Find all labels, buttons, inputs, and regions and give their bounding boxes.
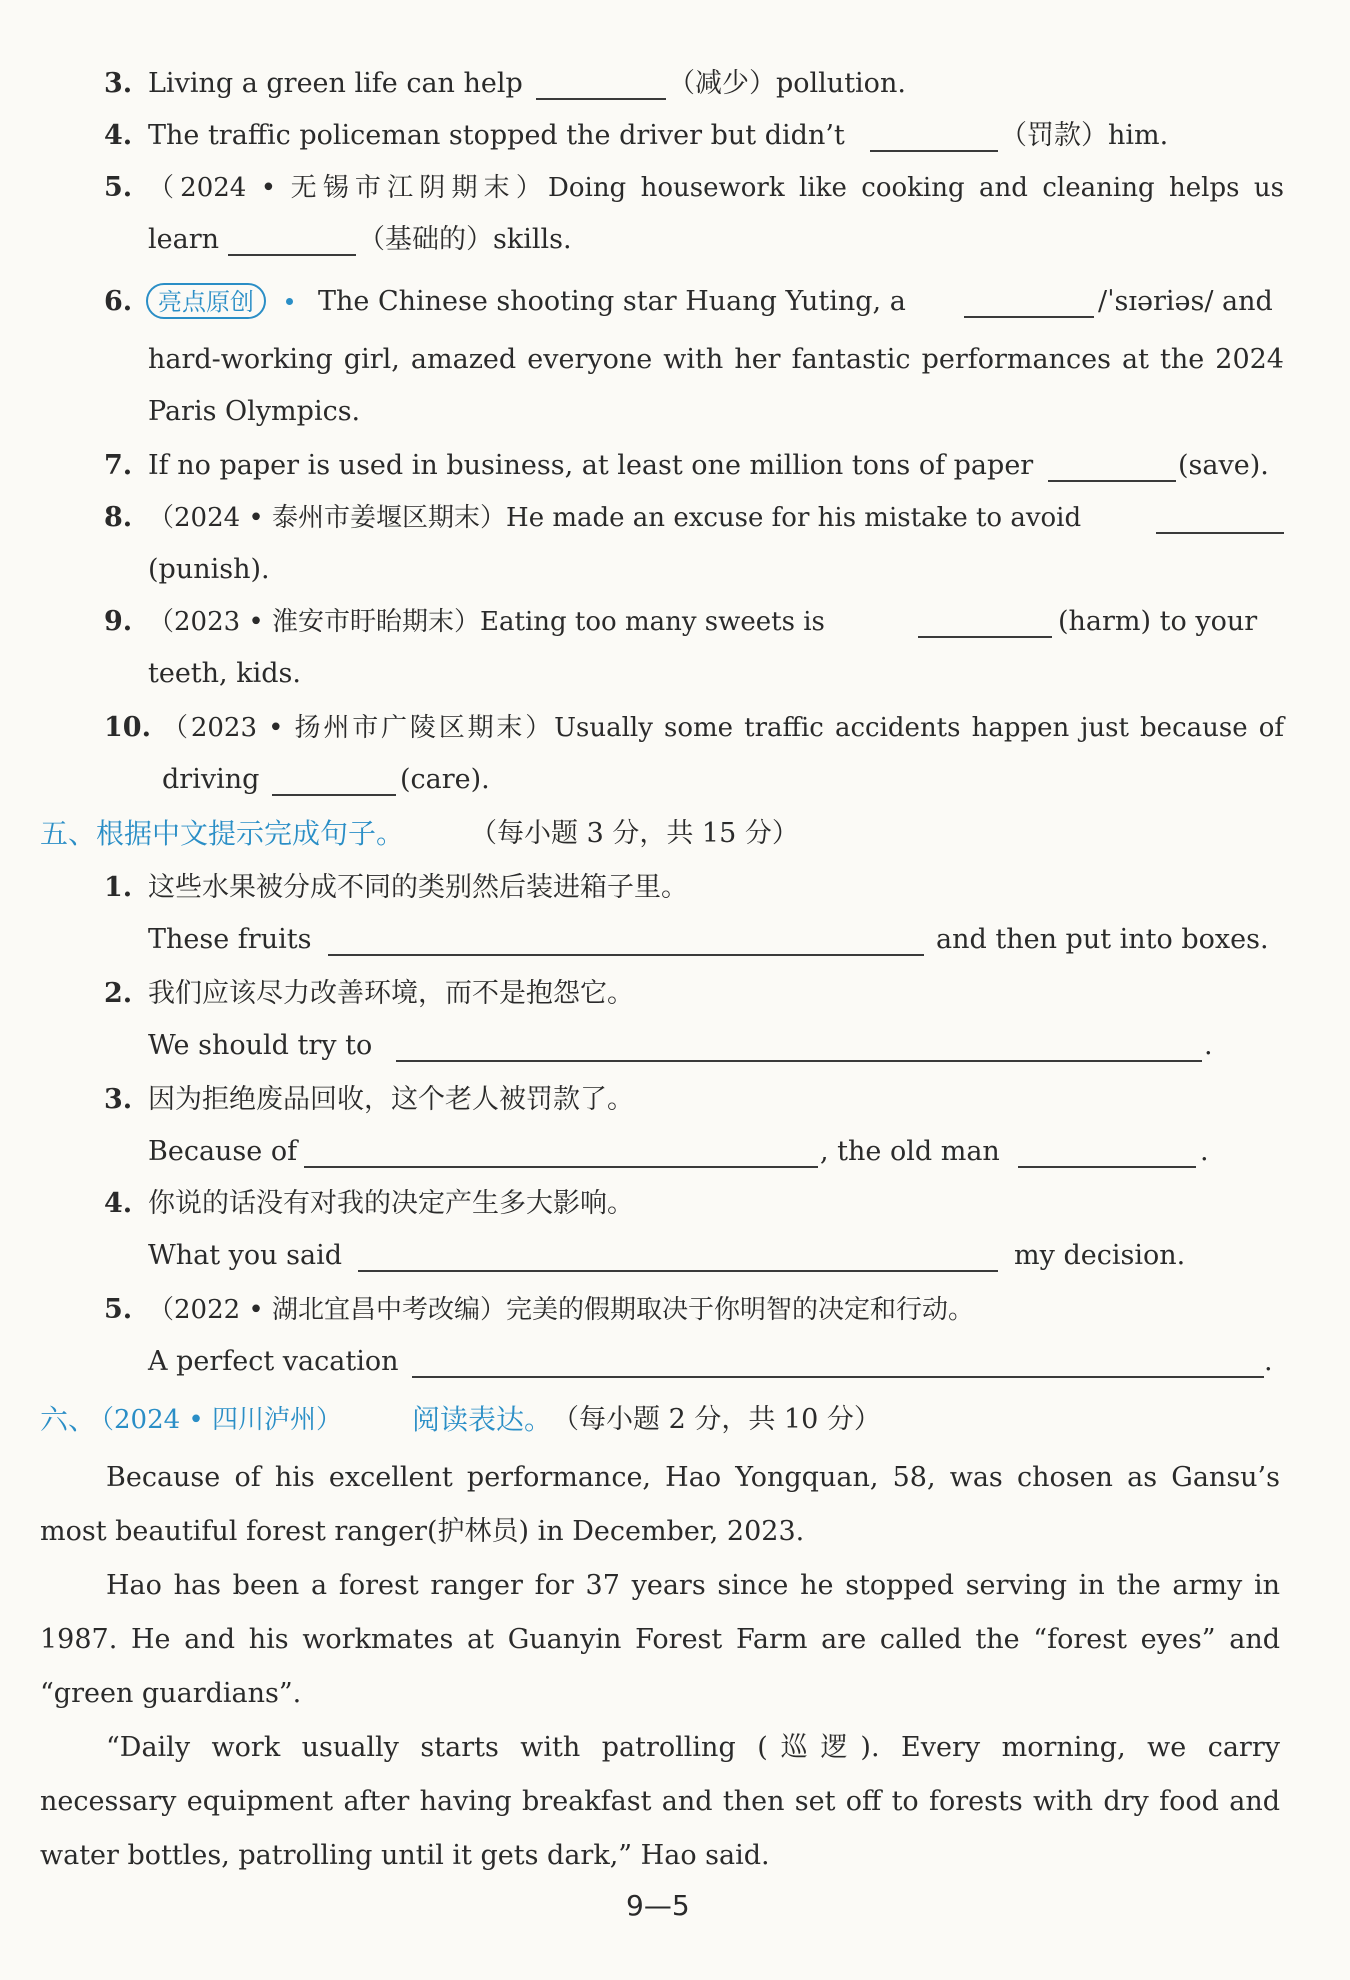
question-4-6: 6. 亮点原创 The Chinese shooting star Huang Yuting, a /ˈsɪəriəs/ and: [0, 280, 1350, 324]
answer-blank[interactable]: [272, 758, 396, 796]
answer-blank[interactable]: [536, 62, 666, 100]
answer-blank[interactable]: [328, 918, 924, 956]
passage-paragraph-1: Because of his excellent performance, Hao Yongquan, 58, was chosen as Gansu’s: [106, 1462, 1280, 1493]
answer-blank[interactable]: [396, 1024, 1202, 1062]
question-5-3: 3. 因为拒绝废品回收，这个老人被罚款了。: [104, 1084, 634, 1115]
answer-blank[interactable]: [918, 600, 1052, 638]
question-5-1: 1. 这些水果被分成不同的类别然后装进箱子里。: [104, 872, 688, 903]
answer-blank[interactable]: [870, 114, 998, 152]
question-4-8: 8. （2024 • 泰州市姜堰区期末）He made an excuse for his mistake to avoid: [0, 496, 1350, 540]
original-badge: 亮点原创: [146, 283, 266, 319]
section-score: （每小题 2 分，共 10 分）: [552, 1404, 881, 1435]
answer-blank[interactable]: [304, 1130, 818, 1168]
question-4-10: 10. （2023 • 扬州市广陵区期末）Usually some traffic accidents happen just because of: [104, 712, 1284, 743]
answer-blank[interactable]: [228, 218, 356, 256]
passage-paragraph-2: Hao has been a forest ranger for 37 years since he stopped serving in the army in: [106, 1570, 1280, 1601]
section-5-header: [0, 812, 1350, 856]
page-number: 9—5: [626, 1889, 690, 1922]
section-title: 阅读表达。: [412, 1403, 553, 1436]
question-4-5: 5. （2024 • 无锡市江阴期末）Doing housework like cooking and cleaning helps us: [104, 172, 1284, 203]
answer-blank[interactable]: [1156, 496, 1284, 534]
answer-blank[interactable]: [1048, 444, 1176, 482]
section-score: （每小题 3 分，共 15 分）: [470, 818, 799, 849]
question-4-7: 7. If no paper is used in business, at least one million tons of paper (save).: [0, 444, 1350, 488]
question-4-4: 4. The traffic policeman stopped the driver but didn’t （罚款）him.: [0, 114, 1350, 158]
question-5-4: 4. 你说的话没有对我的决定产生多大影响。: [104, 1188, 634, 1219]
answer-blank[interactable]: [358, 1234, 998, 1272]
question-5-5: 5. （2022 • 湖北宜昌中考改编）完美的假期取决于你明智的决定和行动。: [104, 1294, 975, 1325]
question-4-9: 9. （2023 • 淮安市盱眙期末）Eating too many sweets is (harm) to your: [0, 600, 1350, 644]
passage-paragraph-3: “Daily work usually starts with patrolling (巡逻). Every morning, we carry: [106, 1732, 1280, 1763]
answer-blank[interactable]: [1018, 1130, 1196, 1168]
page-footer: [0, 1884, 1350, 1928]
badge-dot-icon: [286, 298, 293, 305]
question-4-3: 3. Living a green life can help （减少）pollution.: [0, 62, 1350, 106]
section-title: 五、根据中文提示完成句子。: [40, 817, 405, 850]
worksheet-page: 3. Living a green life can help （减少）pollution. 4. The traffic policeman stopped the driver but didn’t （罚款）him. 5. （2024 • 无锡市江阴期末）Doing housework like cooking and cleaning helps us learn （基础的）skills. 6. 亮点原创 The Chinese shooting star Huang Yuting, a /ˈsɪəriəs/ and hard-working girl, amazed everyone with her fantastic performances at the 2024 Paris Olympics. 7. If no paper is used in business, at least one million tons of paper (save). 8. （2024 • 泰州市姜堰区期末）He made an excuse for his mistake to avoid (punish). 9. （2023 • 淮安市盱眙期末）Eating too many sweets is (harm) to your teeth, kids. 10. （2023 • 扬州市广陵区期末）Usually some traffic accidents happen just because of driving (care). 五、根据中文提示完成句子。 （每小题 3 分，共 15 分） 1. 这些水果被分成不同的类别然后装进箱子里。 These fruits and then put into boxes. 2. 我们应该尽力改善环境，而不是抱怨它。 We should try to . 3. 因为拒绝废品回收，这个老人被罚款了。 Because of , the old man . 4. 你说的话没有对我的决定产生多大影响。 What you said my decision. 5. （2022 • 湖北宜昌中考改编）完美的假期取决于你明智的决定和行动。 A perfect vacation . 六、 （2024 • 四川泸州） 阅读表达。 （每小题 2 分，共 10 分） Because of his excellent performance, Hao Yongquan, 58, was chosen as Gansu’s most beautiful forest ranger(护林员) in December, 2023. Hao has been a forest ranger for 37 years since he stopped serving in the army in 1987. He and his workmates at Guanyin Forest Farm are called the “forest eyes” and “green guardians”. “Daily work usually starts with patrolling (巡逻). Every morning, we carry necessary equipment after having breakfast and then set off to forests with dry food and water bottles, patrolling until it gets dark,” Hao said. 9—5: [0, 0, 1350, 1980]
section-number: 六、: [40, 1403, 97, 1436]
answer-blank[interactable]: [964, 280, 1094, 318]
section-6-header: [0, 1398, 1350, 1442]
answer-blank[interactable]: [412, 1340, 1264, 1378]
question-5-2: 2. 我们应该尽力改善环境，而不是抱怨它。: [104, 978, 634, 1009]
section-source: （2024 • 四川泸州）: [88, 1405, 343, 1435]
